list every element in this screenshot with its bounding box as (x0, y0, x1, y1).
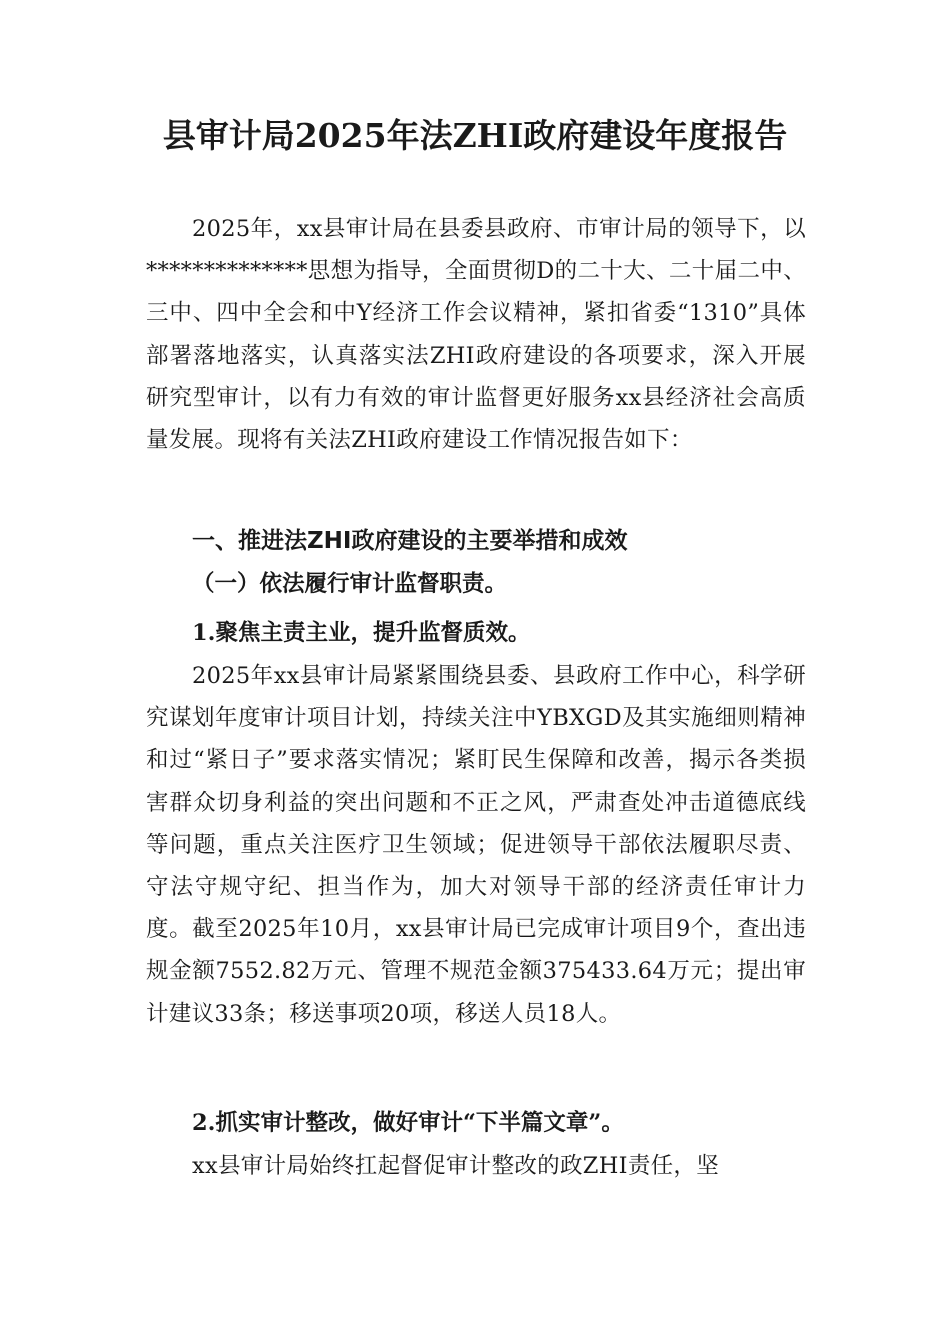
intro-paragraph: 2025年，xx县审计局在县委县政府、市审计局的领导下，以**************思想为指导，全面贯彻D的二十大、二十届二中、三中、四中全会和中Y经济工作会议精神，紧扣省委“1310”具体部署落地落实，认真落实法ZHI政府建设的各项要求，深入开展研究型审计，以有力有效的审计监督更好服务xx县经济社会高质量发展。现将有关法ZHI政府建设工作情况报告如下： (146, 216, 806, 454)
section-1-heading: 一、推进法ZHI政府建设的主要举措和成效 (192, 528, 628, 554)
item-2-heading: 2.抓实审计整改，做好审计“下半篇文章”。 (192, 1110, 624, 1136)
item-1-paragraph: 2025年xx县审计局紧紧围绕县委、县政府工作中心，科学研究谋划年度审计项目计划，持续关注中YBXGD及其实施细则精神和过“紧日子”要求落实情况；紧盯民生保障和改善，揭示各类损害群众切身利益的突出问题和不正之风，严肃查处冲击道德底线等问题，重点关注医疗卫生领域；促进领导干部依法履职尽责、守法守规守纪、担当作为，加大对领导干部的经济责任审计力度。截至2025年10月，xx县审计局已完成审计项目9个，查出违规金额7552.82万元、管理不规范金额375433.64万元；提出审计建议33条；移送事项20项，移送人员18人。 (146, 663, 806, 1027)
item-1-heading: 1.聚焦主责主业，提升监督质效。 (192, 620, 531, 646)
document-title: 县审计局2025年法ZHI政府建设年度报告 (162, 116, 788, 155)
item-2-paragraph: xx县审计局始终扛起督促审计整改的政ZHI责任，坚 (192, 1153, 720, 1179)
subsection-1-heading: （一）依法履行审计监督职责。 (192, 571, 508, 597)
